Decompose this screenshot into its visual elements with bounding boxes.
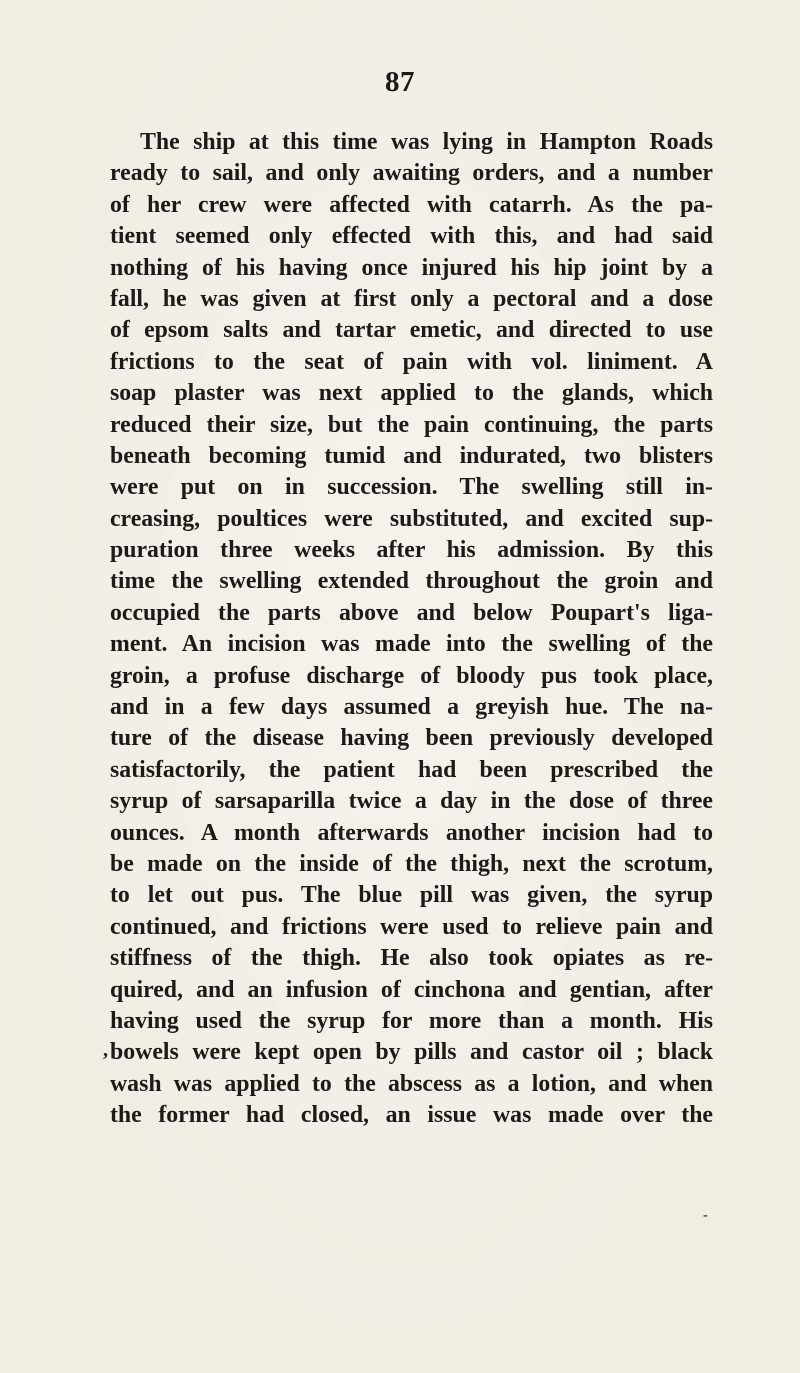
- text-line: stiffness of the thigh. He also took opiates as re-: [110, 945, 713, 972]
- text-line: tient seemed only effected with this, and had said: [110, 223, 713, 250]
- text-line: time the swelling extended throughout the groin and: [110, 568, 713, 595]
- page-number: 87: [385, 66, 415, 98]
- text-line: puration three weeks after his admission. By this: [110, 537, 713, 564]
- body-text: [110, 127, 713, 1132]
- text-line: creasing, poultices were substituted, and excited sup-: [110, 505, 713, 532]
- text-line: ounces. A month afterwards another incision had to: [110, 819, 713, 846]
- text-line: the former had closed, an issue was made over the: [110, 1102, 713, 1129]
- text-line: The ship at this time was lying in Hampton Roads: [140, 129, 713, 155]
- text-line: occupied the parts above and below Poupart's liga-: [110, 599, 713, 626]
- text-line: syrup of sarsaparilla twice a day in the dose of three: [110, 788, 713, 815]
- text-line: ment. An incision was made into the swelling of the: [110, 631, 713, 658]
- text-line: bowels were kept open by pills and castor oil ; black: [110, 1039, 713, 1066]
- text-line: frictions to the seat of pain with vol. liniment. A: [110, 348, 713, 375]
- text-line: reduced their size, but the pain continuing, the parts: [110, 411, 713, 438]
- text-line: fall, he was given at first only a pectoral and a dose: [110, 285, 713, 312]
- text-line: satisfactorily, the patient had been prescribed the: [110, 756, 713, 783]
- margin-mark: ,: [103, 1039, 108, 1061]
- text-line: groin, a profuse discharge of bloody pus took place,: [110, 662, 713, 689]
- text-line: to let out pus. The blue pill was given, the syrup: [110, 882, 713, 909]
- text-line: continued, and frictions were used to relieve pain and: [110, 913, 713, 940]
- text-line: nothing of his having once injured his hip joint by a: [110, 254, 713, 281]
- text-line: of her crew were affected with catarrh. As the pa-: [110, 191, 713, 218]
- text-line: beneath becoming tumid and indurated, two blisters: [110, 442, 713, 469]
- edge-mark: -: [703, 1208, 708, 1223]
- text-line: having used the syrup for more than a month. His: [110, 1007, 713, 1034]
- text-line: soap plaster was next applied to the glands, which: [110, 380, 713, 407]
- text-line: ready to sail, and only awaiting orders, and a number: [110, 160, 713, 187]
- text-line: of epsom salts and tartar emetic, and directed to use: [110, 317, 713, 344]
- text-line: ture of the disease having been previously developed: [110, 725, 713, 752]
- text-line: wash was applied to the abscess as a lotion, and when: [110, 1070, 713, 1097]
- text-line: be made on the inside of the thigh, next the scrotum,: [110, 850, 713, 877]
- text-line: and in a few days assumed a greyish hue. The na-: [110, 694, 713, 721]
- text-line: quired, and an infusion of cinchona and gentian, after: [110, 976, 713, 1003]
- text-line: were put on in succession. The swelling still in-: [110, 474, 713, 501]
